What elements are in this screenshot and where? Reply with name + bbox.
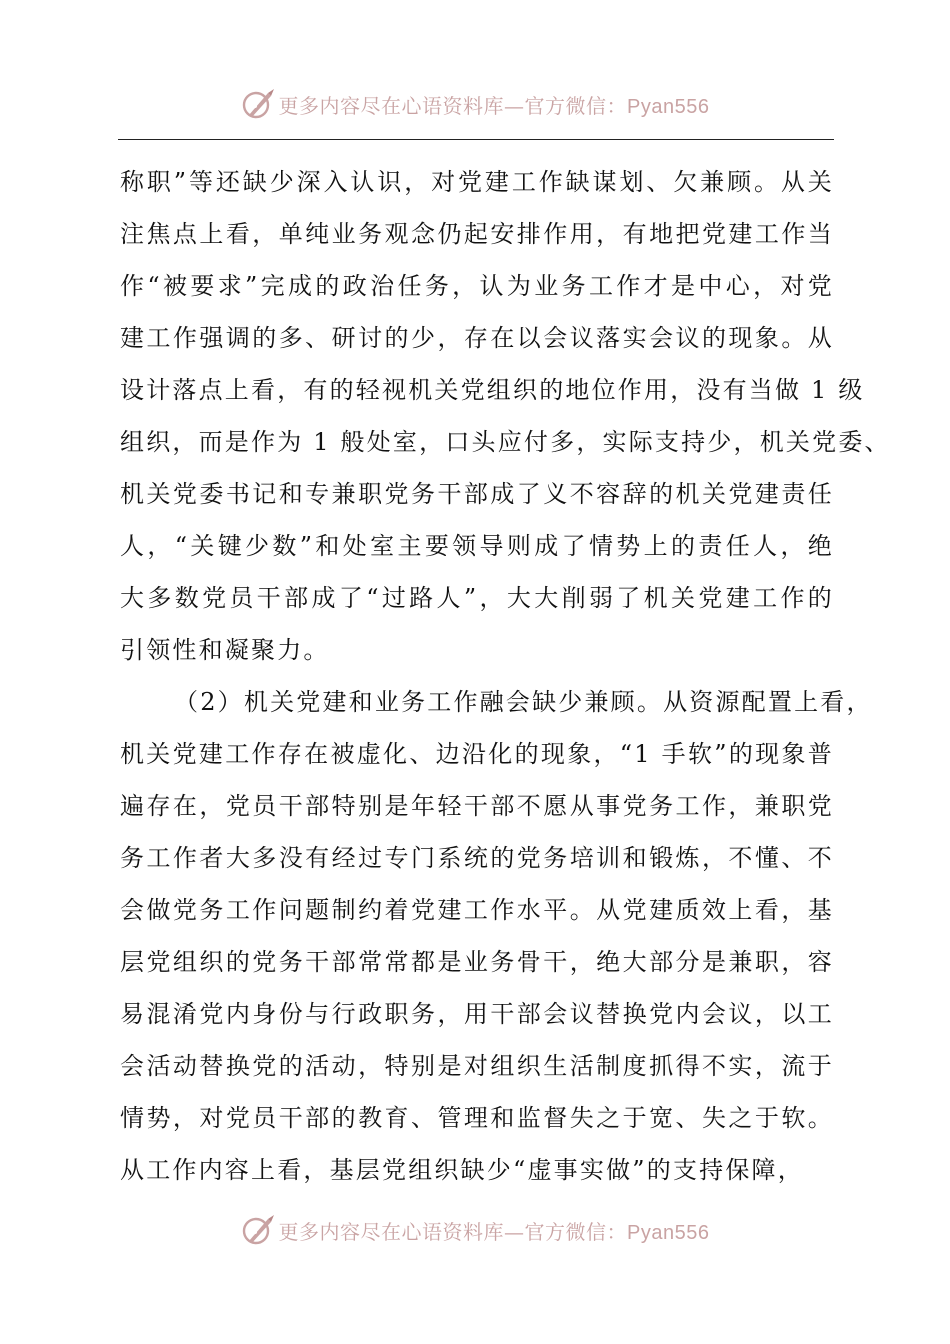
body-line: 机关党委书记和专兼职党务干部成了义不容辞的机关党建责任 (120, 480, 834, 508)
quill-pen-icon (241, 1213, 275, 1247)
header-watermark (0, 84, 950, 124)
header-wechat-id: Pyan556 (627, 95, 710, 118)
body-line: 务工作者大多没有经过专门系统的党务培训和锻炼，不懂、不 (120, 844, 834, 872)
body-line: 会做党务工作问题制约着党建工作水平。从党建质效上看，基 (120, 896, 834, 924)
body-line: 情势，对党员干部的教育、管理和监督失之于宽、失之于软。 (120, 1104, 834, 1132)
body-line: 建工作强调的多、研讨的少，存在以会议落实会议的现象。从 (120, 324, 834, 352)
body-line: 会活动替换党的活动，特别是对组织生活制度抓得不实，流于 (120, 1052, 834, 1080)
body-line: 设计落点上看，有的轻视机关党组织的地位作用，没有当做 1 级 (120, 376, 865, 404)
body-line: 大多数党员干部成了“过路人”，大大削弱了机关党建工作的 (120, 584, 834, 612)
footer-wechat-id: Pyan556 (627, 1221, 710, 1244)
body-line: 层党组织的党务干部常常都是业务骨干，绝大部分是兼职，容 (120, 948, 834, 976)
body-line: 遍存在，党员干部特别是年轻干部不愿从事党务工作，兼职党 (120, 792, 834, 820)
body-line: 作“被要求”完成的政治任务，认为业务工作才是中心，对党 (120, 272, 834, 300)
body-line: 组织，而是作为 1 般处室，口头应付多，实际支持少，机关党委、 (120, 428, 891, 456)
document-body (120, 156, 891, 1196)
body-line: 称职”等还缺少深入认识，对党建工作缺谋划、欠兼顾。从关 (120, 168, 834, 196)
header-watermark-text: 更多内容尽在心语资料库—官方微信：Pyan556 (278, 93, 710, 118)
body-line: 引领性和凝聚力。 (120, 636, 330, 664)
header-divider (118, 139, 834, 140)
body-line: 从工作内容上看，基层党组织缺少“虚事实做”的支持保障， (120, 1156, 804, 1184)
body-line: （2）机关党建和业务工作融会缺少兼顾。从资源配置上看， (174, 688, 873, 716)
quill-pen-icon (241, 87, 275, 121)
footer-watermark (0, 1210, 950, 1250)
footer-watermark-text: 更多内容尽在心语资料库—官方微信：Pyan556 (278, 1219, 710, 1244)
body-line: 机关党建工作存在被虚化、边沿化的现象，“1 手软”的现象普 (120, 740, 834, 768)
body-line: 人，“关键少数”和处室主要领导则成了情势上的责任人，绝 (120, 532, 834, 560)
body-line: 注焦点上看，单纯业务观念仍起安排作用，有地把党建工作当 (120, 220, 834, 248)
body-line: 易混淆党内身份与行政职务，用干部会议替换党内会议，以工 (120, 1000, 834, 1028)
